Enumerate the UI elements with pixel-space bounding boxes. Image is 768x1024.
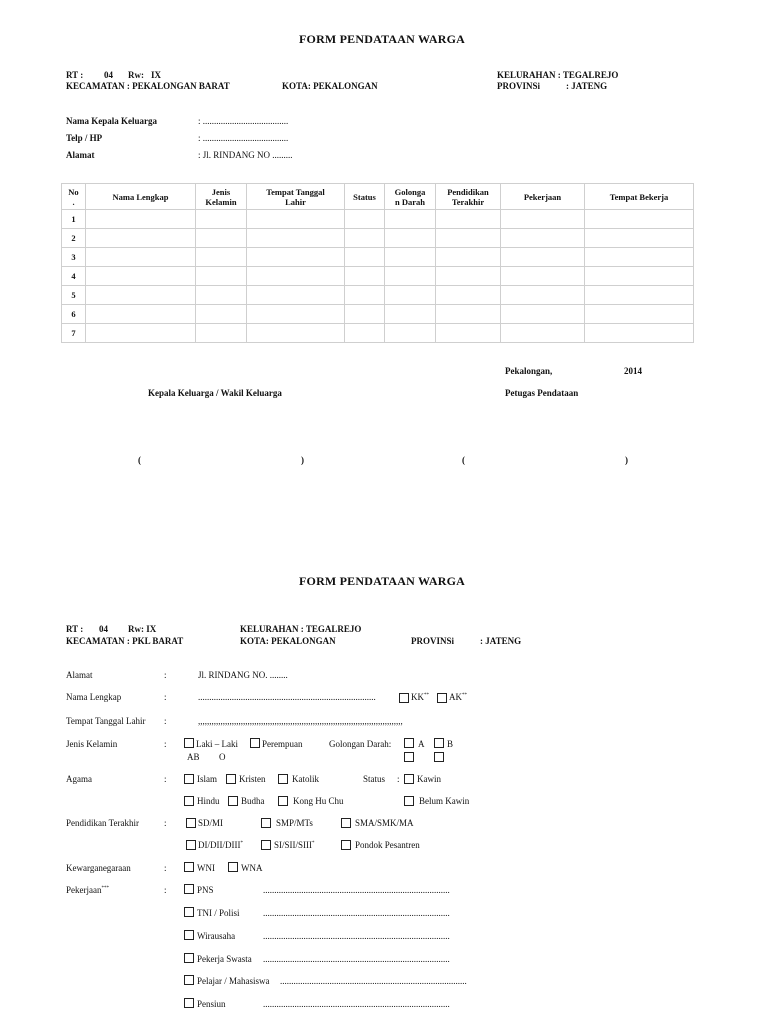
nama-label: Nama Lengkap xyxy=(66,692,122,702)
table-cell[interactable] xyxy=(196,305,247,324)
pns-checkbox[interactable] xyxy=(184,884,194,894)
table-cell[interactable] xyxy=(86,210,196,229)
table-cell[interactable] xyxy=(501,210,585,229)
table-cell[interactable] xyxy=(247,229,345,248)
table-cell[interactable] xyxy=(585,229,694,248)
sd-label: SD/MI xyxy=(198,818,224,828)
ttl-label: Tempat Tanggal Lahir xyxy=(66,716,146,726)
tni-label: TNI / Polisi xyxy=(197,908,240,918)
table-cell[interactable] xyxy=(86,286,196,305)
kepala-keluarga-field[interactable]: : ...................................... xyxy=(198,116,289,126)
swasta-checkbox[interactable] xyxy=(184,953,194,963)
kawin-label: Kawin xyxy=(417,774,441,784)
table-cell[interactable] xyxy=(247,324,345,343)
form1-rt-value: 04 xyxy=(104,70,113,80)
wni-checkbox[interactable] xyxy=(184,862,194,872)
colon: : xyxy=(164,818,167,828)
colon: : xyxy=(164,739,167,749)
status-label: Status xyxy=(363,774,386,784)
row-number: 7 xyxy=(62,324,86,343)
wirausaha-label: Wirausaha xyxy=(197,931,236,941)
row-number: 4 xyxy=(62,267,86,286)
table-cell[interactable] xyxy=(385,210,436,229)
table-cell[interactable] xyxy=(436,324,501,343)
smp-label: SMP/MTs xyxy=(276,818,313,828)
table-cell[interactable] xyxy=(385,286,436,305)
form1-rw-value: IX xyxy=(151,70,162,80)
table-cell[interactable] xyxy=(501,324,585,343)
table-cell[interactable] xyxy=(385,229,436,248)
kk-checkbox[interactable] xyxy=(399,693,409,703)
kawin-checkbox[interactable] xyxy=(404,774,414,784)
table-cell[interactable] xyxy=(501,286,585,305)
tni-field[interactable]: ................................................................................... xyxy=(263,908,450,918)
table-cell[interactable] xyxy=(196,210,247,229)
pns-label: PNS xyxy=(197,885,214,895)
diploma-label: DI/DII/DIII* xyxy=(198,840,243,850)
form2-rw: Rw: IX xyxy=(128,624,157,634)
pondok-label: Pondok Pesantren xyxy=(355,840,420,850)
table-cell[interactable] xyxy=(436,305,501,324)
place-date: Pekalongan, xyxy=(505,366,553,376)
table-cell[interactable] xyxy=(501,229,585,248)
ak-text: AK xyxy=(449,692,462,702)
goldar-ab-label: AB xyxy=(187,752,200,762)
table-cell[interactable] xyxy=(345,267,385,286)
laki-checkbox[interactable] xyxy=(184,738,194,748)
pensiun-label: Pensiun xyxy=(197,999,226,1009)
col-nama-header: Nama Lengkap xyxy=(86,184,196,210)
belum-kawin-checkbox[interactable] xyxy=(404,796,414,806)
sma-label: SMA/SMK/MA xyxy=(355,818,414,828)
col-status-header: Status xyxy=(345,184,385,210)
pondok-checkbox[interactable] xyxy=(341,840,351,850)
goldar-b-checkbox[interactable] xyxy=(434,738,444,748)
goldar-o-label: O xyxy=(219,752,226,762)
budha-checkbox[interactable] xyxy=(228,796,238,806)
wna-label: WNA xyxy=(241,863,263,873)
alamat2-label: Alamat xyxy=(66,670,93,680)
table-cell[interactable] xyxy=(345,210,385,229)
form2-rt-value: 04 xyxy=(99,624,108,634)
row-number: 1 xyxy=(62,210,86,229)
colon: : xyxy=(397,774,400,784)
table-cell[interactable] xyxy=(86,267,196,286)
sma-checkbox[interactable] xyxy=(341,818,351,828)
table-cell[interactable] xyxy=(345,305,385,324)
year: 2014 xyxy=(624,366,642,376)
swasta-label: Pekerja Swasta xyxy=(197,954,252,964)
colon: : xyxy=(164,716,167,726)
smp-checkbox[interactable] xyxy=(261,818,271,828)
sd-checkbox[interactable] xyxy=(186,818,196,828)
goldar-a-checkbox[interactable] xyxy=(404,738,414,748)
budha-label: Budha xyxy=(241,796,265,806)
table-cell[interactable] xyxy=(436,210,501,229)
sign-left-label: Kepala Keluarga / Wakil Keluarga xyxy=(148,388,282,398)
nama-field[interactable]: ............................................................................... xyxy=(198,692,376,702)
form2-rt-label: RT : xyxy=(66,624,84,634)
table-cell[interactable] xyxy=(345,229,385,248)
form1-kecamatan: KECAMATAN : PEKALONGAN BARAT xyxy=(66,81,230,91)
table-cell[interactable] xyxy=(585,305,694,324)
wni-label: WNI xyxy=(197,863,215,873)
table-row xyxy=(62,324,694,343)
table-cell[interactable] xyxy=(436,229,501,248)
sign-right-label: Petugas Pendataan xyxy=(505,388,579,398)
pns-field[interactable]: ................................................................................... xyxy=(263,885,450,895)
konghucu-checkbox[interactable] xyxy=(278,796,288,806)
sarjana-label: SI/SII/SIII* xyxy=(274,840,315,850)
table-cell[interactable] xyxy=(385,248,436,267)
table-header-row xyxy=(62,184,694,210)
laki-label: Laki – Laki xyxy=(196,739,238,749)
colon: : xyxy=(164,885,167,895)
col-ttl-header: Tempat Tanggal Lahir xyxy=(247,184,345,210)
alamat2-value[interactable]: Jl. RINDANG NO. ........ xyxy=(198,670,288,680)
table-cell[interactable] xyxy=(196,248,247,267)
form1-title: FORM PENDATAAN WARGA xyxy=(299,32,465,46)
table-cell[interactable] xyxy=(86,305,196,324)
table-cell[interactable] xyxy=(247,286,345,305)
konghucu-label: Kong Hu Chu xyxy=(293,796,344,806)
row-number: 2 xyxy=(62,229,86,248)
table-row xyxy=(62,305,694,324)
colon: : xyxy=(164,692,167,702)
sign-right-paren-close: ) xyxy=(625,455,628,465)
pensiun-checkbox[interactable] xyxy=(184,998,194,1008)
table-cell[interactable] xyxy=(436,267,501,286)
form1-provinsi-value: : JATENG xyxy=(566,81,608,91)
kristen-label: Kristen xyxy=(239,774,266,784)
colon: : xyxy=(164,670,167,680)
form1-kota: KOTA: PEKALONGAN xyxy=(282,81,378,91)
goldar-ab-checkbox[interactable] xyxy=(404,752,414,762)
goldar-a-label: A xyxy=(418,739,425,749)
row-number: 6 xyxy=(62,305,86,324)
table-cell[interactable] xyxy=(247,305,345,324)
pekerjaan-text: Pekerjaan xyxy=(66,885,102,895)
table-cell[interactable] xyxy=(345,324,385,343)
form1-rt-label: RT : xyxy=(66,70,84,80)
telp-label: Telp / HP xyxy=(66,133,103,143)
wna-checkbox[interactable] xyxy=(228,862,238,872)
sign-right-paren-open: ( xyxy=(462,455,465,465)
table-cell[interactable] xyxy=(385,324,436,343)
form2-provinsi-value: : JATENG xyxy=(480,636,522,646)
katolik-label: Katolik xyxy=(292,774,319,784)
table-cell[interactable] xyxy=(501,305,585,324)
table-cell[interactable] xyxy=(86,324,196,343)
warga-table xyxy=(61,183,694,343)
table-cell[interactable] xyxy=(585,267,694,286)
kk-label: KK** xyxy=(411,692,429,702)
hindu-label: Hindu xyxy=(197,796,220,806)
table-row xyxy=(62,286,694,305)
table-cell[interactable] xyxy=(436,286,501,305)
table-cell[interactable] xyxy=(247,210,345,229)
pekerjaan-label: Pekerjaan*** xyxy=(66,885,109,895)
islam-label: Islam xyxy=(197,774,217,784)
table-cell[interactable] xyxy=(385,305,436,324)
perempuan-checkbox[interactable] xyxy=(250,738,260,748)
table-cell[interactable] xyxy=(247,267,345,286)
islam-checkbox[interactable] xyxy=(184,774,194,784)
wirausaha-checkbox[interactable] xyxy=(184,930,194,940)
table-cell[interactable] xyxy=(196,229,247,248)
table-cell[interactable] xyxy=(501,248,585,267)
katolik-checkbox[interactable] xyxy=(278,774,288,784)
sign-left-paren-open: ( xyxy=(138,455,141,465)
telp-field[interactable]: : ...................................... xyxy=(198,133,289,143)
table-cell[interactable] xyxy=(86,248,196,267)
table-cell[interactable] xyxy=(585,248,694,267)
goldar-b-label: B xyxy=(447,739,454,749)
tni-checkbox[interactable] xyxy=(184,907,194,917)
colon: : xyxy=(164,863,167,873)
form2-kecamatan: KECAMATAN : PKL BARAT xyxy=(66,636,184,646)
ak-checkbox[interactable] xyxy=(437,693,447,703)
ttl-field[interactable]: ,,,,,,,,,,,,,,,,,,,,,,,,,,,,,,,,,,,,,,,,,,,,,,,,,,,,,,,,,,,,,,,,,,,,,,,,,,,,,,,,,,,,,,,,,,, xyxy=(198,716,403,726)
col-goldar-header: Golonga n Darah xyxy=(385,184,436,210)
table-cell[interactable] xyxy=(86,229,196,248)
kristen-checkbox[interactable] xyxy=(226,774,236,784)
agama-label: Agama xyxy=(66,774,92,784)
hindu-checkbox[interactable] xyxy=(184,796,194,806)
pendidikan-label: Pendidikan Terakhir xyxy=(66,818,139,828)
goldar-o-checkbox[interactable] xyxy=(434,752,444,762)
pelajar-checkbox[interactable] xyxy=(184,975,194,985)
pelajar-field[interactable]: ................................................................................... xyxy=(280,976,467,986)
wirausaha-field[interactable]: ................................................................................... xyxy=(263,931,450,941)
belum-kawin-label: Belum Kawin xyxy=(419,796,470,806)
table-row xyxy=(62,248,694,267)
table-row xyxy=(62,267,694,286)
col-jenis-kelamin-header: Jenis Kelamin xyxy=(196,184,247,210)
alamat-field[interactable]: : Jl. RINDANG NO ......... xyxy=(198,150,293,160)
kewarganegaraan-label: Kewarganegaraan xyxy=(66,863,131,873)
form2-title: FORM PENDATAAN WARGA xyxy=(299,574,465,588)
colon: : xyxy=(164,774,167,784)
table-cell[interactable] xyxy=(436,248,501,267)
pensiun-field[interactable]: ................................................................................... xyxy=(263,999,450,1009)
form1-provinsi-label: PROVINSi xyxy=(497,81,541,91)
table-cell[interactable] xyxy=(345,286,385,305)
sarjana-text: SI/SII/SIII xyxy=(274,840,312,850)
sign-left-paren-close: ) xyxy=(301,455,304,465)
perempuan-label: Perempuan xyxy=(262,739,303,749)
col-no-header: No . xyxy=(62,184,86,210)
col-pendidikan-header: Pendidikan Terakhir xyxy=(436,184,501,210)
col-tempat-bekerja-header: Tempat Bekerja xyxy=(585,184,694,210)
table-cell[interactable] xyxy=(501,267,585,286)
kk-text: KK xyxy=(411,692,424,702)
table-cell[interactable] xyxy=(585,210,694,229)
table-row xyxy=(62,210,694,229)
sarjana-checkbox[interactable] xyxy=(261,840,271,850)
form2-kota: KOTA: PEKALONGAN xyxy=(240,636,336,646)
col-pekerjaan-header: Pekerjaan xyxy=(501,184,585,210)
row-number: 3 xyxy=(62,248,86,267)
swasta-field[interactable]: ................................................................................... xyxy=(263,954,450,964)
table-cell[interactable] xyxy=(585,324,694,343)
table-cell[interactable] xyxy=(585,286,694,305)
diploma-checkbox[interactable] xyxy=(186,840,196,850)
kepala-keluarga-label: Nama Kepala Keluarga xyxy=(66,116,157,126)
jk-label: Jenis Kelamin xyxy=(66,739,118,749)
row-number: 5 xyxy=(62,286,86,305)
form1-kelurahan: KELURAHAN : TEGALREJO xyxy=(497,70,619,80)
table-cell[interactable] xyxy=(196,324,247,343)
form2-provinsi-label: PROVINSi xyxy=(411,636,455,646)
goldar-label: Golongan Darah: xyxy=(329,739,392,749)
form1-rw-label: Rw: xyxy=(128,70,144,80)
ak-label: AK** xyxy=(449,692,467,702)
table-cell[interactable] xyxy=(345,248,385,267)
pelajar-label: Pelajar / Mahasiswa xyxy=(197,976,270,986)
table-cell[interactable] xyxy=(385,267,436,286)
form2-kelurahan: KELURAHAN : TEGALREJO xyxy=(240,624,362,634)
table-cell[interactable] xyxy=(196,267,247,286)
alamat-label: Alamat xyxy=(66,150,95,160)
table-row xyxy=(62,229,694,248)
diploma-text: DI/DII/DIII xyxy=(198,840,241,850)
table-cell[interactable] xyxy=(196,286,247,305)
table-cell[interactable] xyxy=(247,248,345,267)
